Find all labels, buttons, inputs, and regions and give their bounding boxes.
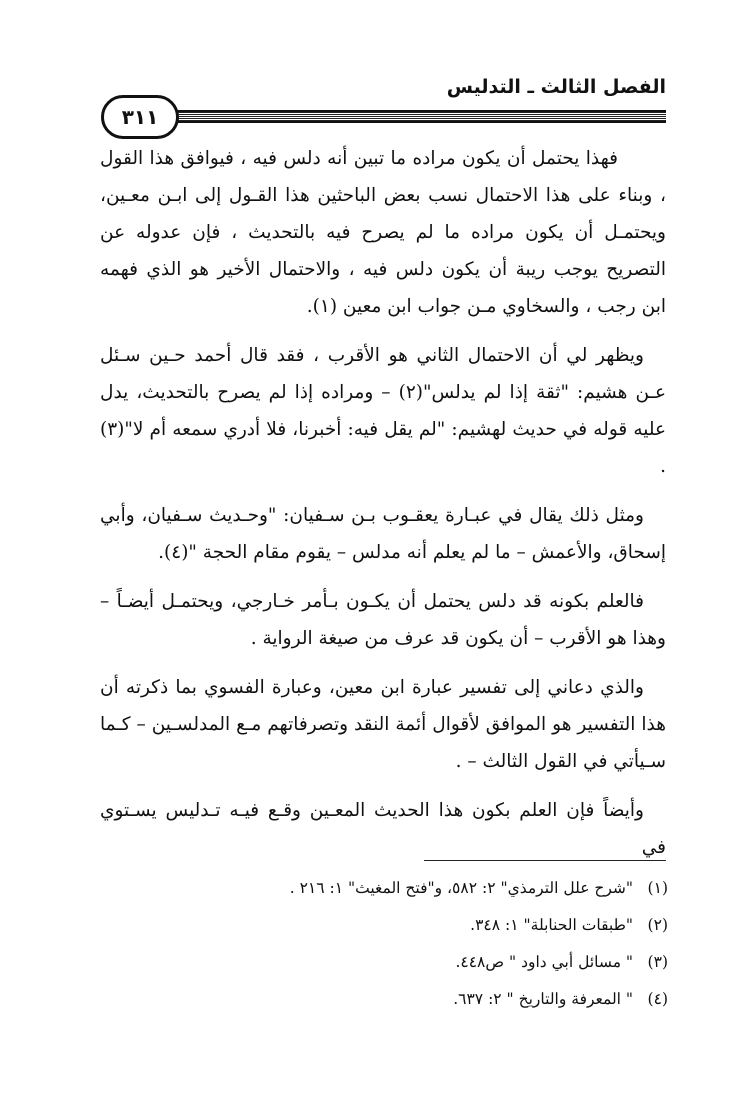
footnote-text: " المعرفة والتاريخ " ٢: ٦٣٧. bbox=[453, 990, 634, 1008]
footnote bbox=[88, 944, 668, 981]
paragraph-6: وأيضاً فإن العلم بكون هذا الحديث المعـين وقـع فيـه تـدليس يسـتوي في bbox=[100, 800, 666, 858]
footnote-text: "طبقات الحنابلة" ١: ٣٤٨. bbox=[470, 916, 634, 934]
footnotes bbox=[88, 870, 668, 1018]
paragraph-4: فالعلم بكونه قد دلس يحتمل أن يكـون بـأمر خـارجي، ويحتمـل أيضـاً – وهذا هو الأقرب – أن يكون قد عرف من صيغة الرواية . bbox=[100, 591, 666, 649]
paragraph-1: فهذا يحتمل أن يكون مراده ما تبين أنه دلس فيه ، فيوافق هذا القول ، وبناء على هذا الاحتمال نسب بعض الباحثين هذا القـول إلى ابـن معـين، ويحتمـل أن يكون مراده ما لم يصرح فيه بالتحديث ، فإن عدوله عن التصريح يوجب ريبة أن يكون دلس فيه ، والاحتمال الأخير هو الذي فهمه ابن رجب ، والسخاوي مـن جواب ابن معين (١). bbox=[100, 148, 666, 317]
body-text bbox=[100, 140, 666, 878]
footnote-number: (٤) bbox=[647, 990, 668, 1008]
footnote-text: "شرح علل الترمذي" ٢: ٥٨٢، و"فتح المغيث" ١: ٢١٦ . bbox=[289, 879, 634, 897]
footnote-text: " مسائل أبي داود " ص٤٤٨. bbox=[455, 953, 634, 971]
footnote-number: (١) bbox=[647, 879, 668, 897]
footnote-number: (٣) bbox=[647, 953, 668, 971]
footnote-number: (٢) bbox=[647, 916, 668, 934]
paragraph-5: والذي دعاني إلى تفسير عبارة ابن معين، وعبارة الفسوي بما ذكرته أن هذا التفسير هو الموافق لأقوال أئمة النقد وتصرفاتهم مـع المدلسـين – كـما سـيأتي في القول الثالث – . bbox=[100, 677, 666, 772]
paragraph-2: ويظهر لي أن الاحتمال الثاني هو الأقرب ، فقد قال أحمد حـين سـئل عـن هشيم: "ثقة إذا لم يدلس"(٢) – ومراده إذا لم يصرح بالتحديث، يدل عليه قوله في حديث لهشيم: "لم يقل فيه: أخبرنا، فلا أدري سمعه أم لا"(٣) . bbox=[100, 345, 667, 477]
paragraph-3: ومثل ذلك يقال في عبـارة يعقـوب بـن سـفيان: "وحـديث سـفيان، وأبي إسحاق، والأعمش – ما لم يعلم أنه مدلس – يقوم مقام الحجة "(٤). bbox=[100, 505, 666, 563]
header-rule bbox=[112, 110, 666, 123]
page-number: ٣١١ bbox=[101, 95, 179, 139]
footnote bbox=[88, 870, 668, 907]
footnote-divider bbox=[424, 860, 666, 861]
footnote bbox=[88, 981, 668, 1018]
footnote bbox=[88, 907, 668, 944]
chapter-title: الفصل الثالث ـ التدليس bbox=[446, 76, 666, 98]
